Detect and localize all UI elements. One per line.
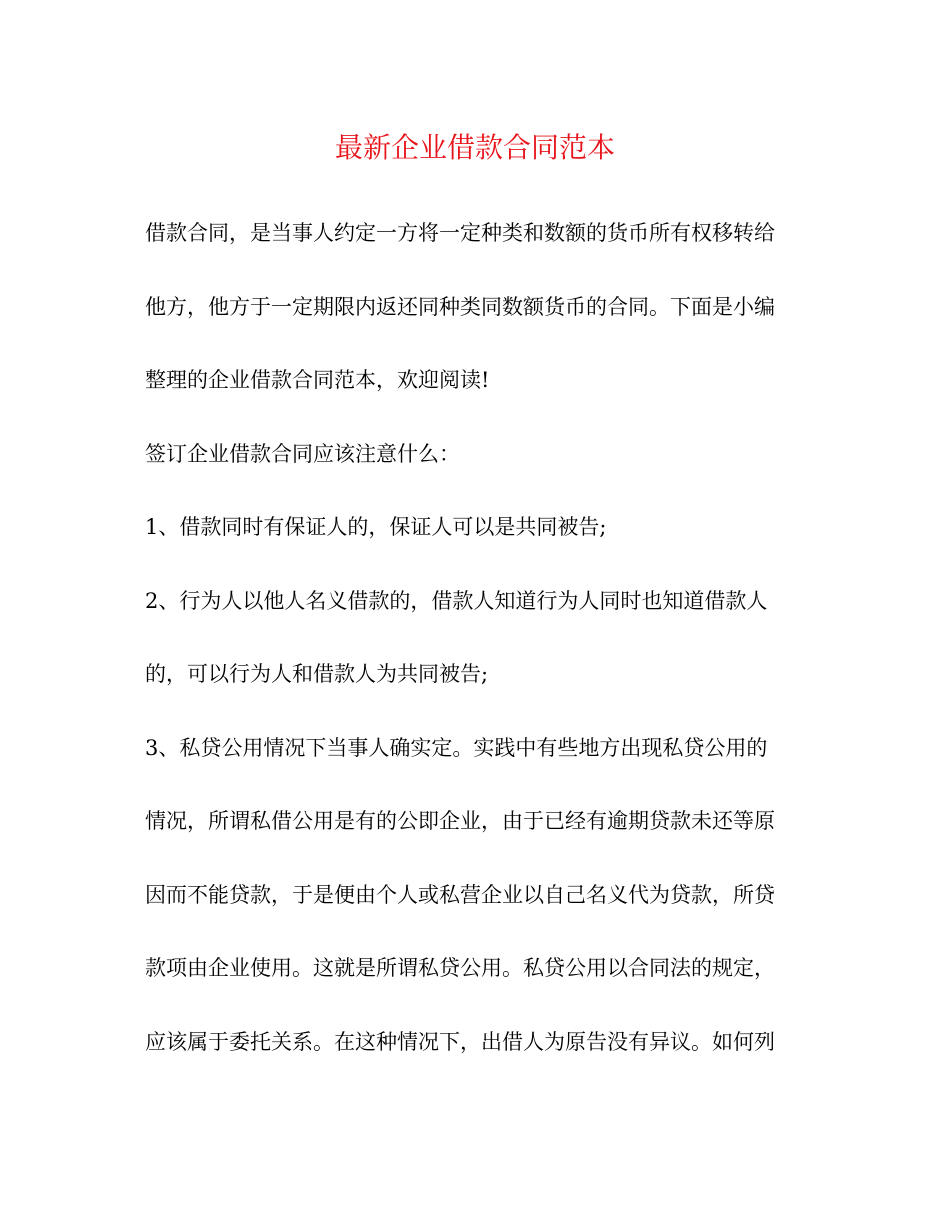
body-line-6: 2、行为人以他人名义借款的，借款人知道行为人同时也知道借款人 [145, 588, 768, 613]
body-line-10: 因而不能贷款，于是便由个人或私营企业以自己名义代为贷款，所贷 [145, 882, 775, 907]
body-line-2: 他方，他方于一定期限内返还同种类同数额货币的合同。下面是小编 [145, 294, 775, 319]
body-line-12: 应该属于委托关系。在这种情况下，出借人为原告没有异议。如何列 [145, 1029, 775, 1054]
body-line-1: 借款合同，是当事人约定一方将一定种类和数额的货币所有权移转给 [145, 221, 775, 245]
document-title: 最新企业借款合同范本 [334, 131, 615, 164]
body-line-8: 3、私贷公用情况下当事人确实定。实践中有些地方出现私贷公用的 [145, 735, 768, 760]
body-line-7: 的，可以行为人和借款人为共同被告; [145, 662, 489, 686]
body-line-4: 签订企业借款合同应该注意什么： [145, 441, 460, 466]
body-line-3: 整理的企业借款合同范本，欢迎阅读! [145, 368, 490, 392]
body-line-5: 1、借款同时有保证人的，保证人可以是共同被告; [145, 515, 607, 539]
body-line-11: 款项由企业使用。这就是所谓私贷公用。私贷公用以合同法的规定， [145, 956, 775, 980]
body-line-9: 情况，所谓私借公用是有的公即企业，由于已经有逾期贷款未还等原 [145, 809, 775, 833]
document-body [145, 208, 805, 1090]
